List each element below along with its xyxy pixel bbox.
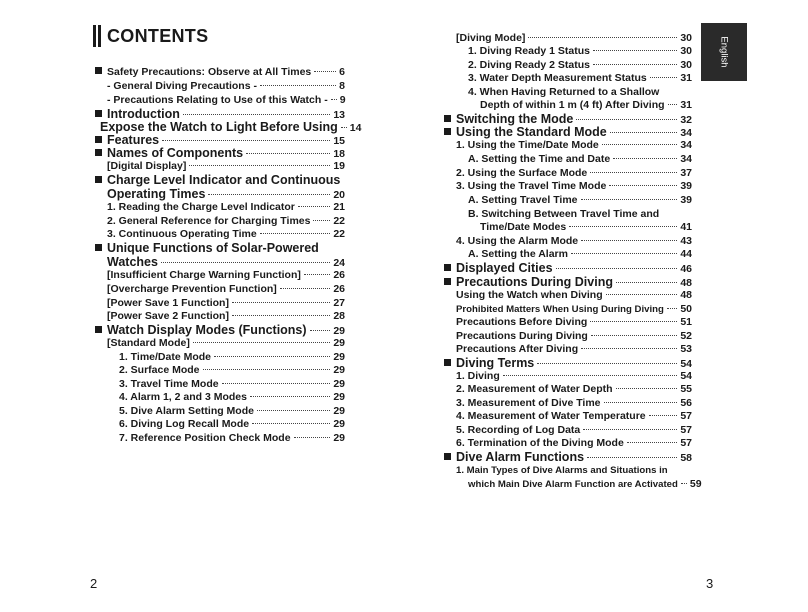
toc-entry[interactable]: 3. Water Depth Measurement Status 31 (468, 72, 692, 84)
toc-entry[interactable]: Introduction 13 (95, 107, 345, 122)
left-page-number: 2 (90, 576, 98, 591)
toc-entry[interactable]: 6. Termination of the Diving Mode 57 (456, 437, 692, 449)
square-bullet-icon (444, 359, 451, 366)
toc-entry[interactable]: [Diving Mode] 30 (456, 32, 692, 44)
toc-entry[interactable]: A. Setting Travel Time 39 (468, 194, 692, 206)
square-bullet-icon (444, 278, 451, 285)
right-page-number: 3 (706, 576, 714, 591)
square-bullet-icon (95, 149, 102, 156)
toc-entry[interactable]: Charge Level Indicator and Continuous (95, 173, 345, 188)
toc-entry[interactable]: A. Setting the Alarm 44 (468, 248, 692, 260)
toc-entry[interactable]: 1. Reading the Charge Level Indicator 21 (107, 201, 345, 213)
toc-entry[interactable]: Depth of within 1 m (4 ft) After Diving 31 (480, 99, 692, 111)
toc-entry[interactable]: [Digital Display] 19 (107, 160, 345, 172)
toc-entry[interactable]: 6. Diving Log Recall Mode 29 (119, 418, 345, 430)
toc-entry[interactable]: 5. Recording of Log Data 57 (456, 424, 692, 436)
toc-entry[interactable]: 2. Surface Mode 29 (119, 364, 345, 376)
square-bullet-icon (444, 128, 451, 135)
toc-entry[interactable]: B. Switching Between Travel Time and (468, 208, 660, 220)
square-bullet-icon (95, 244, 102, 251)
toc-entry[interactable]: [Overcharge Prevention Function] 26 (107, 283, 345, 295)
toc-entry[interactable]: - General Diving Precautions - 8 (107, 80, 345, 92)
toc-entry[interactable]: [Power Save 1 Function] 27 (107, 297, 345, 309)
toc-entry[interactable]: 7. Reference Position Check Mode 29 (119, 432, 345, 444)
toc-entry[interactable]: 1. Main Types of Dive Alarms and Situations in (456, 465, 668, 476)
square-bullet-icon (95, 110, 102, 117)
toc-entry[interactable]: Diving Terms 54 (444, 356, 692, 371)
toc-entry[interactable]: 2. Measurement of Water Depth 55 (456, 383, 692, 395)
toc-entry[interactable]: 3. Using the Travel Time Mode 39 (456, 180, 692, 192)
square-bullet-icon (444, 453, 451, 460)
toc-entry[interactable]: Precautions After Diving 53 (456, 343, 692, 355)
toc-entry[interactable]: [Insufficient Charge Warning Function] 26 (107, 269, 345, 281)
toc-entry[interactable]: 2. General Reference for Charging Times 22 (107, 215, 345, 227)
toc-entry[interactable]: 3. Travel Time Mode 29 (119, 378, 345, 390)
square-bullet-icon (95, 67, 102, 74)
toc-entry[interactable]: Precautions During Diving 48 (444, 275, 692, 290)
square-bullet-icon (444, 115, 451, 122)
toc-entry[interactable]: Using the Standard Mode 34 (444, 125, 692, 140)
toc-entry[interactable]: Features 15 (95, 133, 345, 148)
square-bullet-icon (95, 176, 102, 183)
toc-entry[interactable]: 3. Measurement of Dive Time 56 (456, 397, 692, 409)
toc-entry[interactable]: [Standard Mode] 29 (107, 337, 345, 349)
toc-entry[interactable]: 2. Diving Ready 2 Status 30 (468, 59, 692, 71)
square-bullet-icon (95, 326, 102, 333)
toc-entry[interactable]: 4. When Having Returned to a Shallow (468, 86, 660, 98)
toc-entry[interactable]: 2. Using the Surface Mode 37 (456, 167, 692, 179)
toc-entry[interactable]: 4. Measurement of Water Temperature 57 (456, 410, 692, 422)
title-bar-icon (98, 25, 101, 47)
toc-entry[interactable]: Displayed Cities 46 (444, 261, 692, 276)
toc-entry[interactable]: - Precautions Relating to Use of this Watch - 9 (107, 94, 346, 106)
toc-entry[interactable]: [Power Save 2 Function] 28 (107, 310, 345, 322)
toc-entry[interactable]: 4. Alarm 1, 2 and 3 Modes 29 (119, 391, 345, 403)
toc-entry[interactable]: Unique Functions of Solar-Powered (95, 241, 345, 256)
language-tab: English (701, 23, 747, 81)
title-bar-icon (93, 25, 96, 47)
square-bullet-icon (95, 136, 102, 143)
toc-entry[interactable]: Watches 24 (107, 255, 345, 269)
square-bullet-icon (444, 264, 451, 271)
toc-entry[interactable]: Operating Times 20 (107, 187, 345, 201)
toc-entry[interactable]: Precautions During Diving 52 (456, 330, 692, 342)
toc-entry[interactable]: Switching the Mode 32 (444, 112, 692, 127)
toc-entry[interactable]: 1. Diving Ready 1 Status 30 (468, 45, 692, 57)
toc-entry[interactable]: Names of Components 18 (95, 146, 345, 161)
toc-entry[interactable]: Dive Alarm Functions 58 (444, 450, 692, 465)
toc-entry[interactable]: 1. Time/Date Mode 29 (119, 351, 345, 363)
toc-entry[interactable]: 5. Dive Alarm Setting Mode 29 (119, 405, 345, 417)
toc-entry[interactable]: 1. Using the Time/Date Mode 34 (456, 139, 692, 151)
toc-entry[interactable]: Watch Display Modes (Functions) 29 (95, 323, 345, 338)
toc-entry[interactable]: Time/Date Modes 41 (480, 221, 692, 233)
toc-entry[interactable]: Precautions Before Diving 51 (456, 316, 692, 328)
toc-entry[interactable]: 3. Continuous Operating Time 22 (107, 228, 345, 240)
toc-entry[interactable]: 4. Using the Alarm Mode 43 (456, 235, 692, 247)
toc-entry[interactable]: A. Setting the Time and Date 34 (468, 153, 692, 165)
toc-entry[interactable]: Using the Watch when Diving 48 (456, 289, 692, 301)
toc-entry[interactable]: Expose the Watch to Light Before Using 14 (100, 120, 362, 134)
toc-entry[interactable]: Safety Precautions: Observe at All Times 6 (95, 66, 345, 81)
page-title: CONTENTS (93, 24, 208, 48)
toc-entry[interactable]: 1. Diving 54 (456, 370, 692, 382)
toc-entry[interactable]: Prohibited Matters When Using During Diving 50 (456, 303, 692, 315)
toc-entry[interactable]: which Main Dive Alarm Function are Activated 59 (468, 478, 702, 490)
